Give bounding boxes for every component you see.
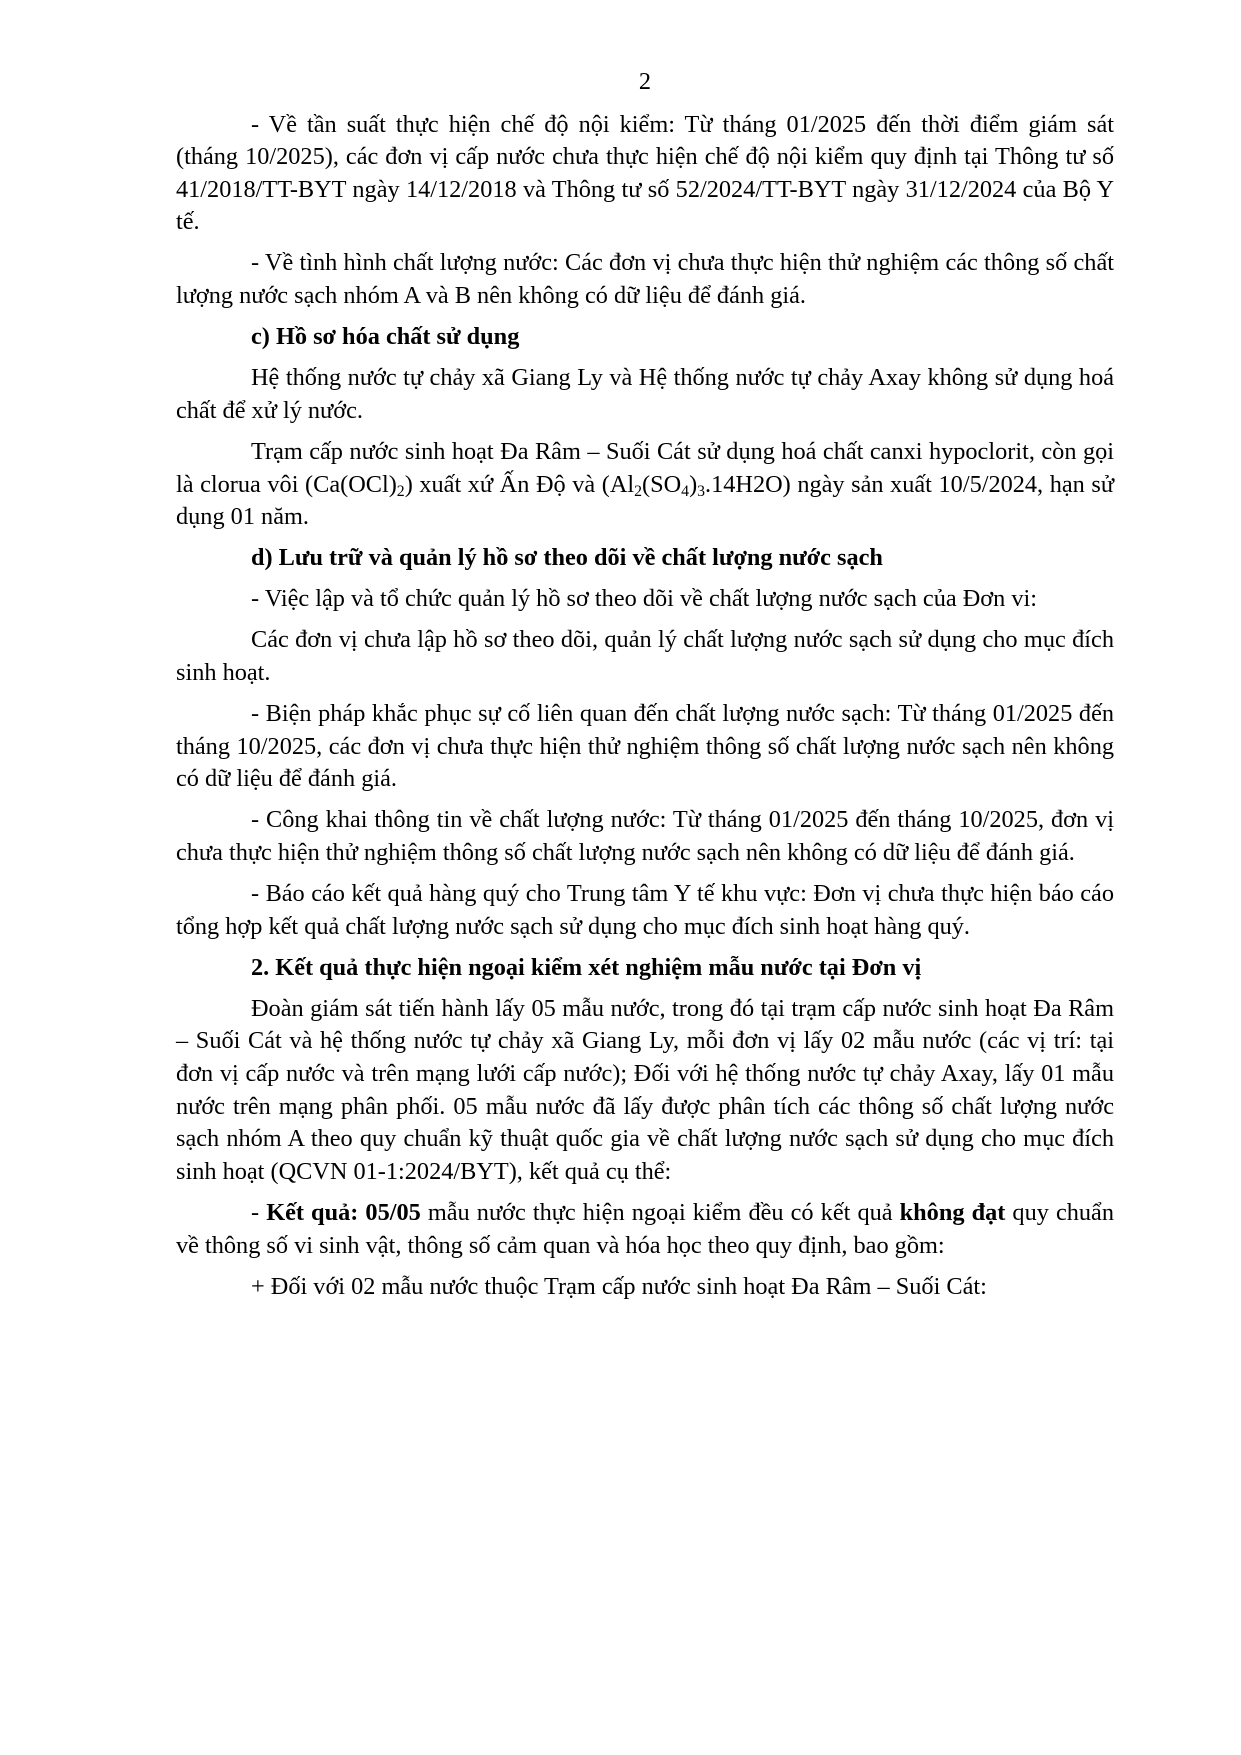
paragraph-no-chemicals: Hệ thống nước tự chảy xã Giang Ly và Hệ thống nước tự chảy Axay không sử dụng hoá chất để xử lý nước. [176, 364, 1114, 424]
subscript: 2 [634, 482, 643, 500]
text: Trạm cấp nước sinh hoạt Đa Râm – Suối Cát sử dụng hoá chất canxi hypoclorit, còn gọi là clorua vôi (Ca(OCl) [176, 437, 1114, 498]
page-number: 2 [638, 68, 652, 95]
paragraph-chemicals-used [176, 436, 1114, 534]
paragraph-water-quality-status: - Về tình hình chất lượng nước: Các đơn vị chưa thực hiện thử nghiệm các thông số chất lượng nước sạch nhóm A và B nên không có dữ liệu để đánh giá. [176, 249, 1114, 310]
subscript: 2 [396, 482, 405, 500]
text: ) xuất xứ Ấn Độ và (Al [404, 470, 635, 498]
paragraph-records-management: - Việc lập và tổ chức quản lý hồ sơ theo dõi về chất lượng nước sạch của Đơn vi: [251, 585, 1037, 613]
text: - [251, 1198, 267, 1226]
text: ) [689, 470, 698, 498]
paragraph-public-disclosure: - Công khai thông tin về chất lượng nước: Từ tháng 01/2025 đến tháng 10/2025, đơn vị chưa thực hiện thử nghiệm thông số chất lượng nước sạch nên không có dữ liệu để đánh giá. [176, 806, 1114, 866]
subscript: 4 [681, 482, 690, 500]
paragraph-remedial-measures: - Biện pháp khắc phục sự cố liên quan đến chất lượng nước sạch: Từ tháng 01/2025 đến tháng 10/2025, các đơn vị chưa thực hiện thử nghiệm thông số chất lượng nước sạch nên không có dữ liệu để đánh giá. [176, 700, 1114, 793]
paragraph-result-summary [176, 1197, 1114, 1262]
paragraph-no-records: Các đơn vị chưa lập hồ sơ theo dõi, quản lý chất lượng nước sạch sử dụng cho mục đích sinh hoạt. [176, 626, 1114, 686]
heading-d-records-storage: d) Lưu trữ và quản lý hồ sơ theo dõi về chất lượng nước sạch [251, 544, 883, 572]
paragraph-quarterly-report: - Báo cáo kết quả hàng quý cho Trung tâm Y tế khu vực: Đơn vị chưa thực hiện báo cáo tổng hợp kết quả chất lượng nước sạch sử dụng cho mục đích sinh hoạt hàng quý. [176, 880, 1114, 940]
text: (SO [642, 470, 682, 498]
document-page [176, 66, 1114, 1312]
heading-2-external-check-results: 2. Kết quả thực hiện ngoại kiểm xét nghiệm mẫu nước tại Đơn vị [251, 953, 922, 981]
subscript: 3 [697, 482, 706, 500]
heading-c-chemical-records: c) Hồ sơ hóa chất sử dụng [251, 323, 520, 351]
text: quy chuẩn về thông số vi sinh vật, thông số cảm quan và hóa học theo quy định, bao gồm: [176, 1198, 1114, 1259]
bold-text: không đạt [899, 1198, 1006, 1226]
paragraph-station-samples: + Đối với 02 mẫu nước thuộc Trạm cấp nước sinh hoạt Đa Râm – Suối Cát: [251, 1272, 987, 1300]
paragraph-internal-check-frequency: - Về tần suất thực hiện chế độ nội kiểm: Từ tháng 01/2025 đến thời điểm giám sát (tháng 10/2025), các đơn vị cấp nước chưa thực hiện chế độ nội kiểm quy định tại Thông tư số 41/2018/TT-BYT ngày 14/12/2018 và Thông tư số 52/2024/TT-BYT ngày 31/12/2024 của Bộ Y tế. [176, 110, 1114, 236]
text: .14H2O) ngày sản xuất 10/5/2024, hạn sử dụng 01 năm. [176, 470, 1114, 531]
paragraph-sampling: Đoàn giám sát tiến hành lấy 05 mẫu nước, trong đó tại trạm cấp nước sinh hoạt Đa Râm – Suối Cát và hệ thống nước tự chảy xã Giang Ly, mỗi đơn vị lấy 02 mẫu nước (các vị trí: tại đơn vị cấp nước và trên mạng lưới cấp nước); Đối với hệ thống nước tự chảy Axay, lấy 01 mẫu nước trên mạng phân phối. 05 mẫu nước đã lấy được phân tích các thông số chất lượng nước sạch nhóm A theo quy chuẩn kỹ thuật quốc gia về chất lượng nước sạch sử dụng cho mục đích sinh hoạt (QCVN 01-1:2024/BYT), kết quả cụ thể: [176, 994, 1114, 1185]
bold-text: Kết quả: 05/05 [266, 1198, 421, 1226]
text: mẫu nước thực hiện ngoại kiểm đều có kết quả [420, 1198, 900, 1226]
